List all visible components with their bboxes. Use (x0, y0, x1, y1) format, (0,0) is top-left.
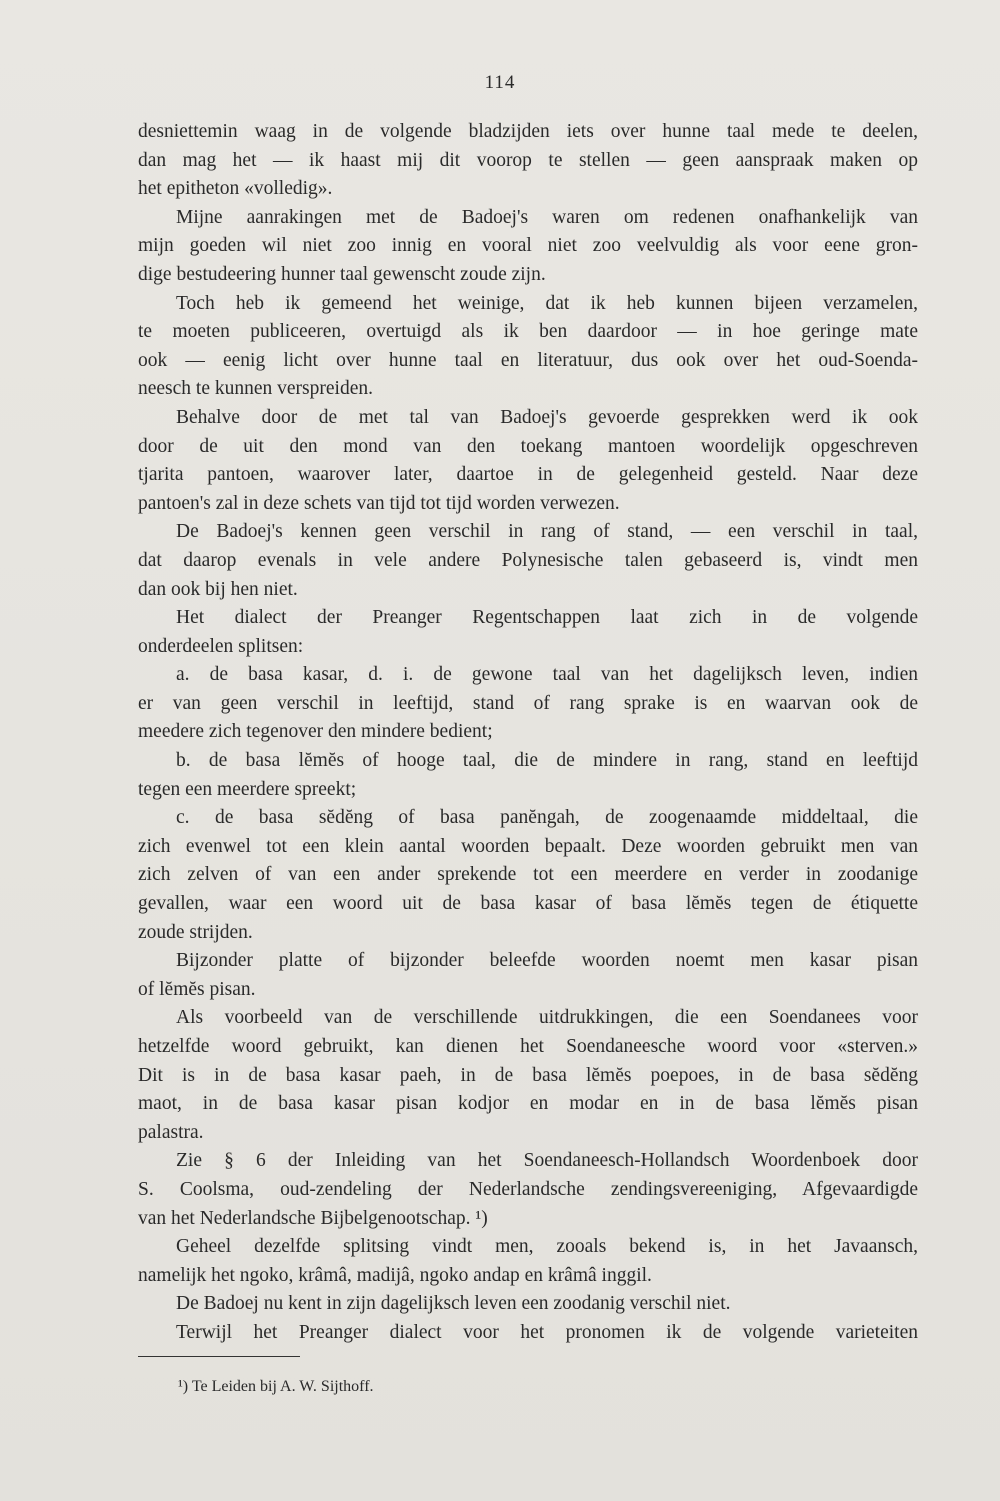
body-text (138, 118, 918, 1348)
text-line: Geheel dezelfde splitsing vindt men, zooals bekend is, in het Javaansch, (176, 1236, 918, 1258)
text-line: dat daarop evenals in vele andere Polynesische talen gebaseerd is, vindt men (138, 549, 918, 571)
text-line: door de uit den mond van den toekang mantoen woordelijk opgeschreven (138, 435, 918, 457)
text-line: hetzelfde woord gebruikt, kan dienen het Soendaneesche woord voor «sterven.» (138, 1036, 918, 1057)
text-line: Toch heb ik gemeend het weinige, dat ik heb kunnen bijeen verzamelen, (176, 292, 918, 314)
text-line: namelijk het ngoko, krâmâ, madijâ, ngoko andap en krâmâ inggil. (138, 1264, 652, 1286)
text-line: ook — eenig licht over hunne taal en literatuur, dus ook over het oud-Soenda- (138, 349, 918, 371)
text-line: Zie § 6 der Inleiding van het Soendaneesch-Hollandsch Woordenboek door (176, 1150, 918, 1172)
text-line: van het Nederlandsche Bijbelgenootschap. ¹) (138, 1207, 488, 1229)
text-line: S. Coolsma, oud-zendeling der Nederlandsche zendingsvereeniging, Afgevaardigde (138, 1178, 918, 1200)
text-line: het epitheton «volledig». (138, 178, 333, 200)
text-line: Mijne aanrakingen met de Badoej's waren om redenen onafhankelijk van (176, 206, 918, 228)
text-line: meedere zich tegenover den mindere bedient; (138, 721, 493, 743)
text-line: of lĕmĕs pisan. (138, 978, 256, 1000)
text-line: maot, in de basa kasar pisan kodjor en modar en in de basa lĕmĕs pisan (138, 1093, 918, 1115)
text-line: dan mag het — ik haast mij dit voorop te stellen — geen aanspraak maken op (138, 149, 918, 171)
text-line: tjarita pantoen, waarover later, daartoe in de gelegenheid gesteld. Naar deze (138, 464, 918, 486)
text-line: Behalve door de met tal van Badoej's gevoerde gesprekken werd ik ook (176, 406, 918, 428)
text-line: Terwijl het Preanger dialect voor het pronomen ik de volgende varieteiten (176, 1321, 918, 1343)
text-line: pantoen's zal in deze schets van tijd tot tijd worden verwezen. (138, 492, 620, 514)
text-line: Bijzonder platte of bijzonder beleefde woorden noemt men kasar pisan (176, 950, 918, 972)
footnote-rule (138, 1356, 300, 1357)
text-line: b. de basa lĕmĕs of hooge taal, die de mindere in rang, stand en leeftijd (176, 750, 918, 772)
text-line: tegen een meerdere spreekt; (138, 778, 357, 800)
text-line: onderdeelen splitsen: (138, 635, 304, 657)
text-line: a. de basa kasar, d. i. de gewone taal van het dagelijksch leven, indien (176, 664, 918, 686)
text-line: dan ook bij hen niet. (138, 578, 298, 600)
text-line: Als voorbeeld van de verschillende uitdrukkingen, die een Soendanees voor (176, 1007, 918, 1029)
footnote: ¹) Te Leiden bij A. W. Sijthoff. (178, 1378, 374, 1395)
text-line: dige bestudeering hunner taal gewenscht zoude zijn. (138, 263, 546, 285)
text-line: Dit is in de basa kasar paeh, in de basa lĕmĕs poepoes, in de basa sĕdĕng (138, 1064, 918, 1086)
text-line: De Badoej nu kent in zijn dagelijksch leven een zoodanig verschil niet. (176, 1293, 731, 1315)
text-line: zich zelven of van een ander sprekende tot een meerdere en verder in zoodanige (138, 864, 918, 886)
text-line: palastra. (138, 1121, 204, 1143)
text-line: zich evenwel tot een klein aantal woorden bepaalt. Deze woorden gebruikt men van (138, 835, 918, 857)
text-line: c. de basa sĕdĕng of basa panĕngah, de zoogenaamde middeltaal, die (176, 807, 918, 829)
text-line: desniettemin waag in de volgende bladzijden iets over hunne taal mede te deelen, (138, 121, 918, 142)
page-number: 114 (484, 72, 516, 93)
text-line: De Badoej's kennen geen verschil in rang of stand, — een verschil in taal, (176, 521, 918, 543)
text-line: er van geen verschil in leeftijd, stand of rang sprake is en waarvan ook de (138, 692, 918, 714)
text-line: neesch te kunnen verspreiden. (138, 378, 373, 400)
text-line: gevallen, waar een woord uit de basa kasar of basa lĕmĕs tegen de étiquette (138, 893, 918, 915)
text-line: mijn goeden wil niet zoo innig en vooral niet zoo veelvuldig als voor eene gron- (138, 235, 918, 257)
text-line: zoude strijden. (138, 921, 253, 943)
text-line: Het dialect der Preanger Regentschappen laat zich in de volgende (176, 607, 918, 629)
text-line: te moeten publiceeren, overtuigd als ik ben daardoor — in hoe geringe mate (138, 321, 918, 343)
